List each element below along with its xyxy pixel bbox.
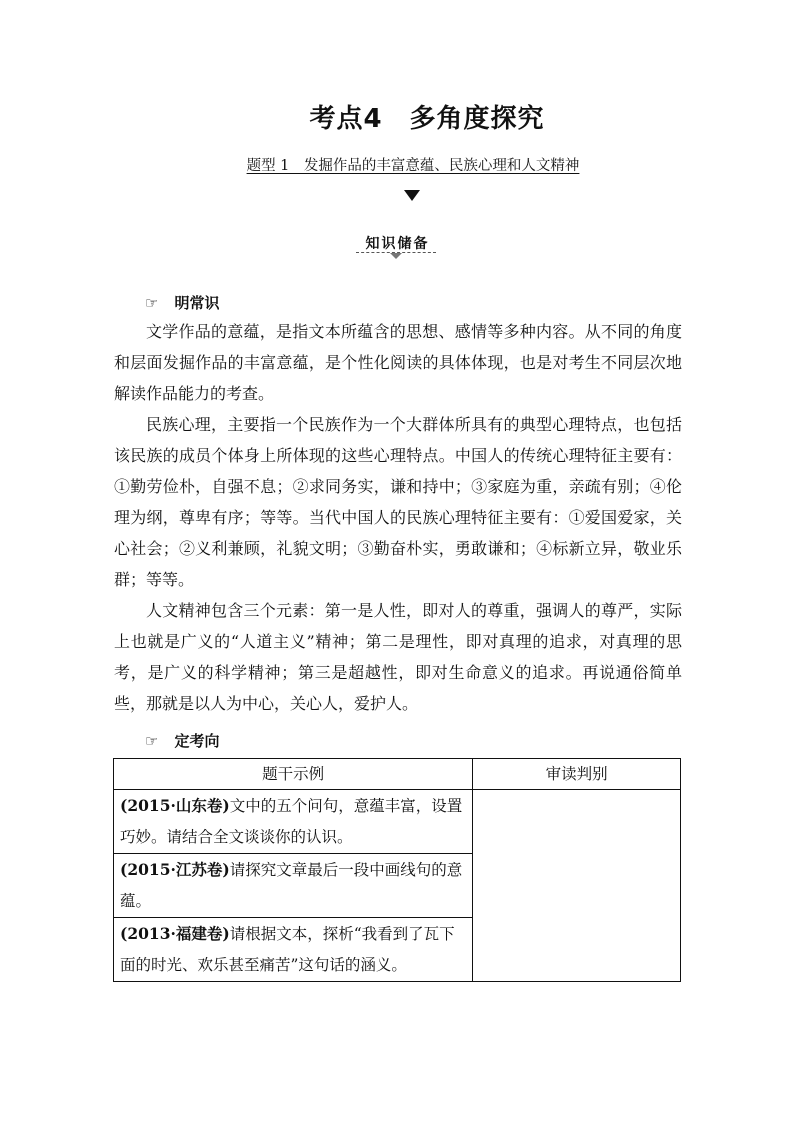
- judgment-cell: [473, 790, 681, 982]
- subtitle-text: 题型 1 发掘作品的丰富意蕴、民族心理和人文精神: [246, 158, 580, 174]
- question-text: 文中的五个问句，意蕴丰富，设置巧妙。请结合全文谈谈你的认识。: [120, 797, 463, 846]
- pointing-hand-icon: ☞: [145, 294, 159, 312]
- table-row: [114, 790, 681, 854]
- heading-text: 定考向: [174, 732, 220, 750]
- question-cell: [114, 854, 473, 918]
- paragraph-connotation: 文学作品的意蕴，是指文本所蕴含的思想、感情等多种内容。从不同的角度和层面发掘作品的丰富意蕴，是个性化阅读的具体体现，也是对考生不同层次地解读作品能力的考查。: [114, 322, 682, 403]
- section-tag: 知识储备: [365, 236, 430, 252]
- pointing-hand-icon: ☞: [145, 732, 159, 750]
- question-text: 请探究文章最后一段中画线句的意蕴。: [120, 861, 463, 910]
- question-source: (2013·福建卷): [120, 924, 230, 943]
- caret-down-icon: [390, 253, 402, 259]
- heading-exam-direction: [145, 730, 219, 751]
- table-header-row: [114, 759, 681, 790]
- paragraph-humanistic-spirit: 人文精神包含三个元素：第一是人性，即对人的尊重，强调人的尊严，实际上也就是广义的“人道主义”精神；第二是理性，即对真理的追求，对真理的思考，是广义的科学精神；第三是超越性，即对生命意义的追求。再说通俗简单些，那就是以人为中心，关心人，爱护人。: [114, 601, 682, 713]
- question-source: (2015·江苏卷): [120, 860, 230, 879]
- table-header-cell: 题干示例: [114, 759, 473, 790]
- paragraph-national-psychology: 民族心理，主要指一个民族作为一个大群体所具有的典型心理特点，也包括该民族的成员个体身上所体现的这些心理特点。中国人的传统心理特征主要有：①勤劳俭朴，自强不息；②求同务实，谦和持中；③家庭为重，亲疏有别；④伦理为纲，尊卑有序；等等。当代中国人的民族心理特征主要有：①爱国爱家，关心社会；②义利兼顾，礼貌文明；③勤奋朴实，勇敢谦和；④标新立异，敬业乐群；等等。: [114, 415, 682, 589]
- question-source: (2015·山东卷): [120, 796, 230, 815]
- table-header-cell: 审读判别: [473, 759, 681, 790]
- exam-table: [113, 758, 681, 982]
- question-cell: [114, 918, 473, 982]
- question-cell: [114, 790, 473, 854]
- down-triangle-icon: [404, 190, 420, 201]
- question-text: 请根据文本，探析“我看到了瓦下面的时光、欢乐甚至痛苦”这句话的涵义。: [120, 925, 455, 974]
- heading-text: 明常识: [174, 294, 220, 312]
- page-subtitle: [0, 154, 794, 175]
- heading-common-knowledge: [145, 292, 219, 313]
- page-title: 考点4 多角度探究: [309, 104, 545, 134]
